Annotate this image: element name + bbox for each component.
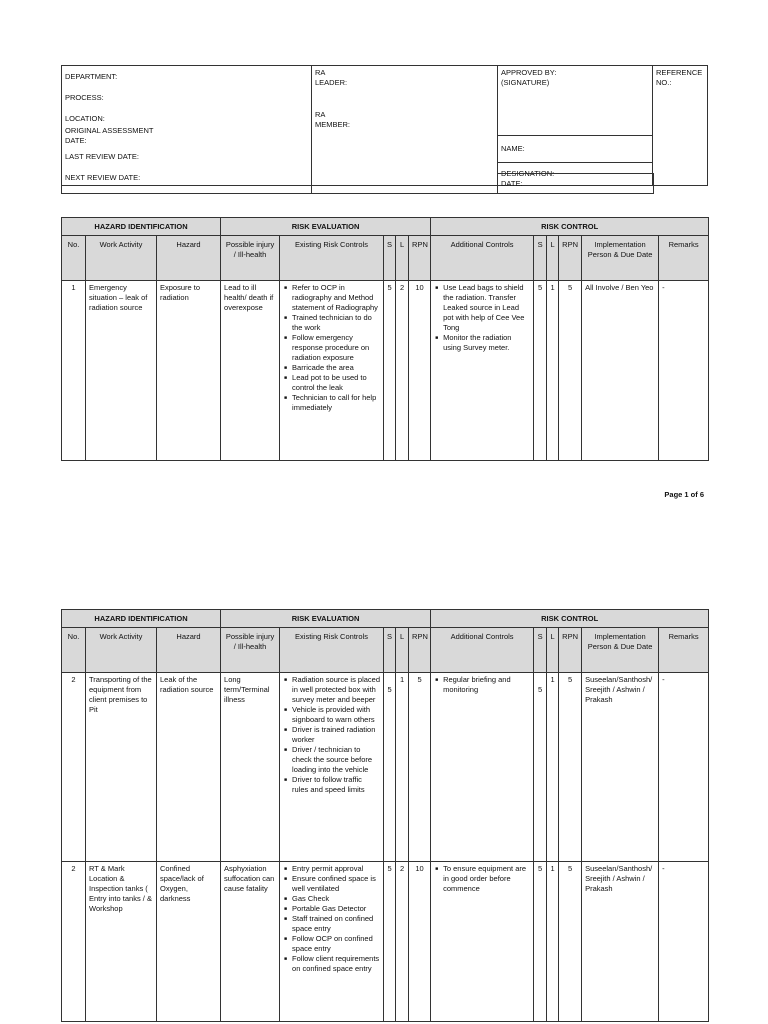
name-cell — [498, 136, 653, 162]
date-row — [61, 173, 654, 194]
row-remarks: - — [659, 673, 709, 862]
col-s: S — [384, 628, 396, 673]
list-item: ■ Radiation source is placed in well protected box with survey meter and beeper — [292, 675, 380, 705]
list-item: ■ Follow client requirements on confined space entry — [292, 954, 380, 974]
assessment-info-table — [61, 65, 708, 186]
row-rpn2: 5 — [559, 862, 582, 1022]
reference-no-label: REFERENCE NO.: — [656, 68, 703, 87]
date-row-mid — [312, 174, 498, 194]
row-additional-controls — [431, 862, 534, 1022]
next-review-date-label: NEXT REVIEW DATE: — [65, 173, 141, 182]
table-row — [62, 281, 709, 461]
location-label: LOCATION: — [65, 114, 105, 123]
row-s2 — [534, 673, 547, 862]
col-remarks: Remarks — [659, 628, 709, 673]
date-cell — [498, 174, 654, 194]
col-additional-controls: Additional Controls — [431, 628, 534, 673]
list-item: ■ Monitor the radiation using Survey meter. — [443, 333, 530, 353]
col-possible-injury: Possible injury / Ill-health — [221, 628, 280, 673]
row-hazard: Exposure to radiation — [157, 281, 221, 461]
row-s: 5 — [384, 862, 396, 1022]
row-existing-controls — [280, 862, 384, 1022]
row-s — [384, 673, 396, 862]
row-additional-controls — [431, 673, 534, 862]
row-injury: Long term/Terminal illness — [221, 673, 280, 862]
row-rpn: 10 — [409, 281, 431, 461]
row-s: 5 — [384, 281, 396, 461]
col-l2: L — [547, 628, 559, 673]
row-hazard: Leak of the radiation source — [157, 673, 221, 862]
row-l2: 1 — [547, 281, 559, 461]
list-item: ■ Regular briefing and monitoring — [443, 675, 530, 695]
row-l: 2 — [396, 281, 409, 461]
row-injury: Asphyxiation suffocation can cause fatality — [221, 862, 280, 1022]
table-row — [62, 673, 709, 862]
row-no: 2 — [62, 673, 86, 862]
list-item: ■ Trained technician to do the work — [292, 313, 380, 333]
list-item: ■ Lead pot to be used to control the leak — [292, 373, 380, 393]
list-item: ■ Entry permit approval — [292, 864, 380, 874]
list-item: ■ Follow OCP on confined space entry — [292, 934, 380, 954]
process-label: PROCESS: — [65, 93, 104, 102]
hazard-identification-header: HAZARD IDENTIFICATION — [62, 218, 221, 236]
col-hazard: Hazard — [157, 628, 221, 673]
designation-label: DESIGNATION: — [501, 168, 555, 178]
col-implementation: Implementation Person & Due Date — [582, 236, 659, 281]
row-existing-controls — [280, 281, 384, 461]
row-no: 2 — [62, 862, 86, 1022]
date-row-left — [62, 174, 312, 194]
row-s2: 5 — [534, 862, 547, 1022]
risk-control-header: RISK CONTROL — [431, 610, 709, 628]
col-no: No. — [62, 236, 86, 281]
ra-member-label: RA MEMBER: — [315, 110, 351, 129]
info-ra-cell — [312, 66, 498, 186]
list-item: ■ Staff trained on confined space entry — [292, 914, 380, 934]
approved-by-cell — [498, 66, 653, 136]
col-no: No. — [62, 628, 86, 673]
row-rpn: 10 — [409, 862, 431, 1022]
col-hazard: Hazard — [157, 236, 221, 281]
col-s2: S — [534, 628, 547, 673]
row-s2-value: 5 — [538, 685, 543, 694]
col-rpn: RPN — [409, 628, 431, 673]
row-person: Suseelan/Santhosh/ Sreejith / Ashwin / Prakash — [582, 862, 659, 1022]
col-l: L — [396, 628, 409, 673]
row-s-value: 5 — [387, 685, 392, 694]
row-l2: 1 — [547, 862, 559, 1022]
row-injury: Lead to ill health/ death if overexpose — [221, 281, 280, 461]
list-item: ■ Driver / technician to check the source before loading into the vehicle — [292, 745, 380, 775]
page-number: Page 1 of 6 — [664, 490, 704, 499]
row-rpn: 5 — [409, 673, 431, 862]
row-activity: Emergency situation – leak of radiation source — [86, 281, 157, 461]
col-rpn2: RPN — [559, 628, 582, 673]
list-item: ■ To ensure equipment are in good order before commence — [443, 864, 530, 894]
col-rpn: RPN — [409, 236, 431, 281]
table-row — [62, 862, 709, 1022]
list-item: ■ Refer to OCP in radiography and Method statement of Radiography — [292, 283, 380, 313]
list-item: ■ Portable Gas Detector — [292, 904, 380, 914]
row-person: All Involve / Ben Yeo — [582, 281, 659, 461]
row-activity: RT & Mark Location & Inspection tanks ( Entry into tanks / & Workshop — [86, 862, 157, 1022]
row-activity: Transporting of the equipment from client premises to Pit — [86, 673, 157, 862]
col-work-activity: Work Activity — [86, 236, 157, 281]
date-label: DATE: — [501, 178, 523, 188]
col-possible-injury: Possible injury / Ill-health — [221, 236, 280, 281]
row-remarks: - — [659, 862, 709, 1022]
original-assessment-date-label: ORIGINAL ASSESSMENT DATE: — [65, 126, 154, 145]
col-s2: S — [534, 236, 547, 281]
list-item: ■ Ensure confined space is well ventilated — [292, 874, 380, 894]
list-item: ■ Barricade the area — [292, 363, 380, 373]
ra-leader-label: RA LEADER: — [315, 68, 348, 87]
hazard-identification-header: HAZARD IDENTIFICATION — [62, 610, 221, 628]
row-l: 2 — [396, 862, 409, 1022]
list-item: ■ Follow emergency response procedure on radiation exposure — [292, 333, 380, 363]
col-rpn2: RPN — [559, 236, 582, 281]
row-no: 1 — [62, 281, 86, 461]
reference-no-cell — [653, 66, 708, 186]
name-label: NAME: — [501, 144, 525, 154]
row-l2: 1 — [547, 673, 559, 862]
col-existing-controls: Existing Risk Controls — [280, 628, 384, 673]
row-remarks: - — [659, 281, 709, 461]
col-existing-controls: Existing Risk Controls — [280, 236, 384, 281]
row-rpn2: 5 — [559, 673, 582, 862]
row-additional-controls — [431, 281, 534, 461]
department-label: DEPARTMENT: — [65, 72, 118, 81]
col-l: L — [396, 236, 409, 281]
list-item: ■ Driver is trained radiation worker — [292, 725, 380, 745]
row-l: 1 — [396, 673, 409, 862]
list-item: ■ Use Lead bags to shield the radiation. Transfer Leaked source in Lead pot with help of Cee Vee Tong — [443, 283, 530, 333]
risk-evaluation-header: RISK EVALUATION — [221, 610, 431, 628]
risk-table-2 — [61, 609, 709, 1022]
info-left-cell — [62, 66, 312, 186]
col-implementation: Implementation Person & Due Date — [582, 628, 659, 673]
row-existing-controls — [280, 673, 384, 862]
col-work-activity: Work Activity — [86, 628, 157, 673]
col-remarks: Remarks — [659, 236, 709, 281]
row-hazard: Confined space/lack of Oxygen, darkness — [157, 862, 221, 1022]
list-item: ■ Vehicle is provided with signboard to warn others — [292, 705, 380, 725]
risk-table-1 — [61, 217, 709, 461]
col-l2: L — [547, 236, 559, 281]
col-s: S — [384, 236, 396, 281]
row-s2: 5 — [534, 281, 547, 461]
risk-control-header: RISK CONTROL — [431, 218, 709, 236]
col-additional-controls: Additional Controls — [431, 236, 534, 281]
list-item: ■ Gas Check — [292, 894, 380, 904]
row-rpn2: 5 — [559, 281, 582, 461]
list-item: ■ Driver to follow traffic rules and speed limits — [292, 775, 380, 795]
approved-by-label: APPROVED BY: (SIGNATURE) — [501, 68, 557, 87]
list-item: ■ Technician to call for help immediately — [292, 393, 380, 413]
row-person: Suseelan/Santhosh/ Sreejith / Ashwin / Prakash — [582, 673, 659, 862]
last-review-date-label: LAST REVIEW DATE: — [65, 152, 139, 161]
risk-evaluation-header: RISK EVALUATION — [221, 218, 431, 236]
